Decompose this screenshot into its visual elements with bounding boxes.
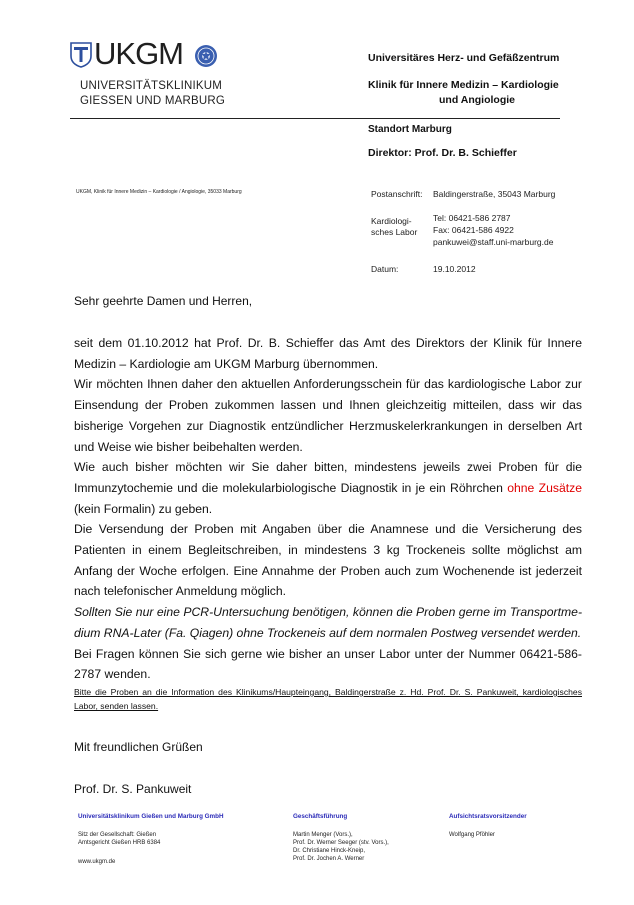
footer-management-3: Dr. Christiane Hinck-Kneip,: [293, 848, 366, 854]
footer-company-heading: Universitätsklinikum Gießen und Marburg GmbH: [78, 813, 224, 820]
footer-management-list: [293, 831, 389, 863]
paragraph-director-change: seit dem 01.10.2012 hat Prof. Dr. B. Schieffer das Amt des Direktors der Klinik für Innere Medizin – Kardiologie am UKGM Marburg übernommen.: [74, 336, 582, 371]
footer-board-heading: Aufsichtsratsvorsitzender: [449, 813, 527, 820]
samples-text-b: (kein Formalin) zu geben.: [74, 501, 213, 516]
footer-website-link[interactable]: www.ukgm.de: [78, 859, 116, 865]
lab-contact: [433, 212, 553, 248]
sender-return-address: UKGM, Klinik für Innere Medizin – Kardiologie / Angiologie, 35033 Marburg: [76, 189, 242, 195]
paragraph-samples: [74, 457, 582, 519]
director: Direktor: Prof. Dr. B. Schieffer: [368, 147, 517, 159]
university-seal-icon: [194, 44, 218, 68]
clinic-name-line-1: Klinik für Innere Medizin – Kardiologie: [368, 79, 559, 91]
paragraph-request-form: Wir möchten Ihnen daher den aktuellen Anforderungsschein für das kardiologische Labor zur Einsendung der Proben zukommen lassen und Ihnen gleichzeitig mitteilen, dass wir das bisherige Vorgehen zur Diagnostik entzündlicher Herzmuskelerkrankungen in derselben Art und Weise wie bisher beibehalten werden.: [74, 377, 582, 454]
footer-company-registry: Amtsgericht Gießen HRB 6384: [78, 840, 161, 846]
footer-company-seat: Sitz der Gesellschaft: Gießen: [78, 832, 157, 838]
signature: Prof. Dr. S. Pankuweit: [74, 782, 192, 796]
footer-management-heading: Geschäftsführung: [293, 813, 348, 820]
footer-company-info: [78, 831, 160, 847]
logo-wordmark: UKGM: [94, 36, 183, 71]
lab-label: [371, 216, 417, 238]
location: Standort Marburg: [368, 124, 452, 135]
footer-board-chair: Wolfgang Pföhler: [449, 832, 495, 838]
address-label: Postanschrift:: [371, 189, 423, 199]
lab-label-line-2: sches Labor: [371, 227, 418, 237]
header-divider: [70, 118, 560, 119]
lab-fax: Fax: 06421-586 4922: [433, 225, 514, 235]
paragraph-delivery-note: Bitte die Proben an die Information des Klinikums/Haupteingang, Baldingerstraße z. Hd. Prof. Dr. S. Pankuweit, kardiologisches Labor, senden lassen.: [74, 686, 582, 711]
address-value: Baldingerstraße, 35043 Marburg: [433, 189, 556, 199]
paragraph-pcr: Sollten Sie nur eine PCR-Untersuchung benötigen, können die Proben gerne im Transportmedium RNA-Later (Fa. Qiagen) ohne Trockeneis auf dem normalen Postweg versendet werden.: [74, 605, 582, 640]
lab-label-line-1: Kardiologi-: [371, 216, 412, 226]
paragraph-questions: Bei Fragen können Sie sich gerne wie bisher an unser Labor unter der Nummer 06421-586-2787 wenden.: [74, 646, 582, 682]
clinic-name-line-2: und Angiologie: [439, 94, 516, 106]
footer-management-2: Prof. Dr. Werner Seeger (stv. Vors.),: [293, 840, 389, 846]
lab-email[interactable]: pankuwei@staff.uni-marburg.de: [433, 237, 554, 247]
paragraph-shipping: Die Versendung der Proben mit Angaben über die Anamnese und die Versicherung des Patienten in einem Begleitschreiben, in mindestens 3 kg Trockeneis sollte möglichst am Anfang der Woche erfolgen. Eine Annahme der Proben auch zum Wochenende ist jederzeit nach telefonischer Anmeldung möglich.: [74, 522, 582, 599]
samples-text-a: Wie auch bisher möchten wir Sie daher bitten, mindestens jeweils zwei Proben für die Immunzytochemie und die molekularbiologische Diagnostik in je ein Röhrchen: [74, 460, 582, 495]
lab-phone: Tel: 06421-586 2787: [433, 213, 511, 223]
ukgm-shield-icon: [70, 42, 92, 68]
logo-line-1: UNIVERSITÄTSKLINIKUM: [80, 80, 223, 92]
date-value: 19.10.2012: [433, 264, 476, 274]
logo-line-2: GIESSEN UND MARBURG: [80, 95, 226, 107]
salutation: Sehr geehrte Damen und Herren,: [74, 294, 253, 308]
footer-management-4: Prof. Dr. Jochen A. Werner: [293, 856, 365, 862]
footer-management-1: Martin Menger (Vors.),: [293, 832, 353, 838]
ukgm-logo: [70, 36, 226, 112]
center-name: Universitäres Herz- und Gefäßzentrum: [368, 52, 560, 64]
samples-no-additives: ohne Zusätze: [507, 480, 582, 495]
date-label: Datum:: [371, 264, 399, 274]
closing: Mit freundlichen Grüßen: [74, 740, 203, 754]
letter-body: [74, 333, 582, 713]
